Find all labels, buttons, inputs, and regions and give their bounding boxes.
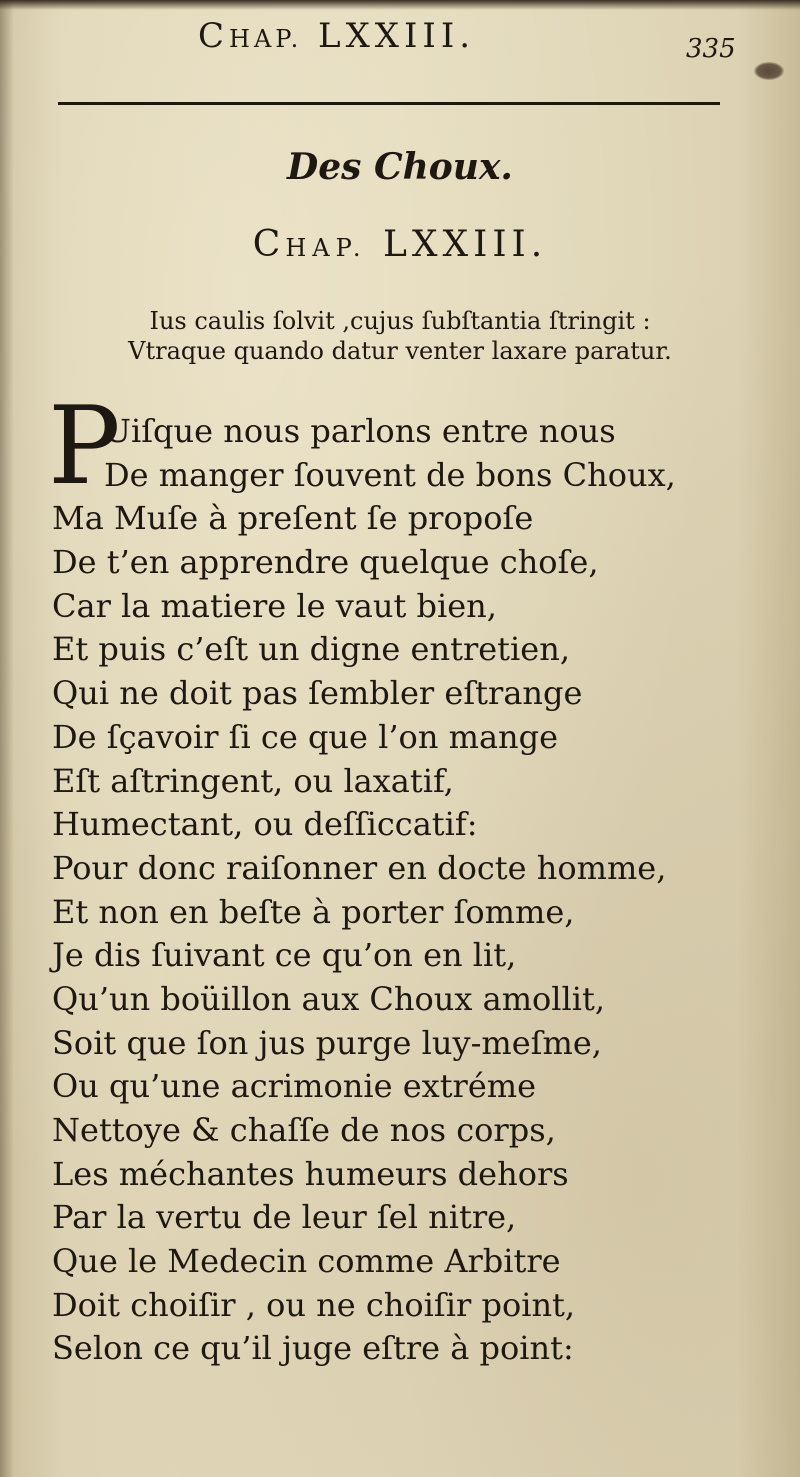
verse-line: Eſt aſtringent, ou laxatif, — [52, 761, 454, 800]
running-head-initial: C — [198, 16, 230, 56]
verse-line: De manger ſouvent de bons Choux, — [104, 455, 676, 494]
chapter-title — [0, 224, 800, 265]
ink-stain — [754, 62, 784, 80]
running-head — [198, 16, 475, 56]
running-head-small: HAP. — [229, 25, 303, 53]
verse-line: Ou qu’une acrimonie extréme — [52, 1067, 537, 1106]
verse-line: Humectant, ou deſſiccatif: — [52, 805, 478, 844]
running-head-numeral: LXXIII. — [318, 16, 476, 56]
header-rule — [58, 102, 720, 105]
verse-line: De ſçavoir ſi ce que l’on mange — [52, 717, 559, 756]
verse-line: Les méchantes humeurs dehors — [52, 1154, 569, 1193]
verse-line: Et non en beſte à porter ſomme, — [52, 892, 575, 931]
verse-line: Qui ne doit pas ſembler eſtrange — [52, 674, 583, 713]
verse-line: Qu’un boüillon aux Choux amollit, — [52, 979, 606, 1018]
verse-line: Car la matiere le vaut bien, — [52, 586, 497, 625]
chapter-initial: C — [252, 224, 286, 265]
poem-body — [52, 410, 676, 1371]
chapter-numeral: LXXIII. — [382, 224, 548, 265]
verse-line: Par la vertu de leur ſel nitre, — [52, 1198, 517, 1237]
verse-line: Ma Muſe à preſent ſe propoſe — [52, 499, 534, 538]
epigraph-line: Vtraque quando datur venter laxare paratur. — [128, 337, 672, 365]
verse-line: Selon ce qu’il juge eſtre à point: — [52, 1329, 574, 1368]
verse-line: Doit choiſir , ou ne choiſir point, — [52, 1285, 576, 1324]
verse-line: Uiſque nous parlons entre nous — [104, 412, 616, 450]
verse-line: Soit que ſon jus purge luy-meſme, — [52, 1023, 602, 1062]
verse-line: Que le Medecin comme Arbitre — [52, 1242, 561, 1281]
verse-line: Pour donc raiſonner en docte homme, — [52, 848, 667, 887]
verse-line: Je dis ſuivant ce qu’on en lit, — [52, 936, 517, 975]
page-top-edge — [0, 0, 800, 10]
page-number: 335 — [686, 34, 736, 64]
verse-line: Nettoye & chaſſe de nos corps, — [52, 1111, 556, 1149]
section-title: Des Choux. — [287, 146, 513, 188]
gutter-shadow — [0, 0, 14, 1477]
epigraph-line: Ius caulis ſolvit ,cujus ſubſtantia ſtringit : — [149, 307, 651, 335]
verse-line: De t’en apprendre quelque choſe, — [52, 543, 599, 582]
chapter-small: HAP. — [285, 234, 367, 262]
drop-cap: P — [48, 384, 121, 509]
latin-epigraph — [0, 306, 800, 366]
verse-line: Et puis c’eſt un digne entretien, — [52, 630, 570, 669]
